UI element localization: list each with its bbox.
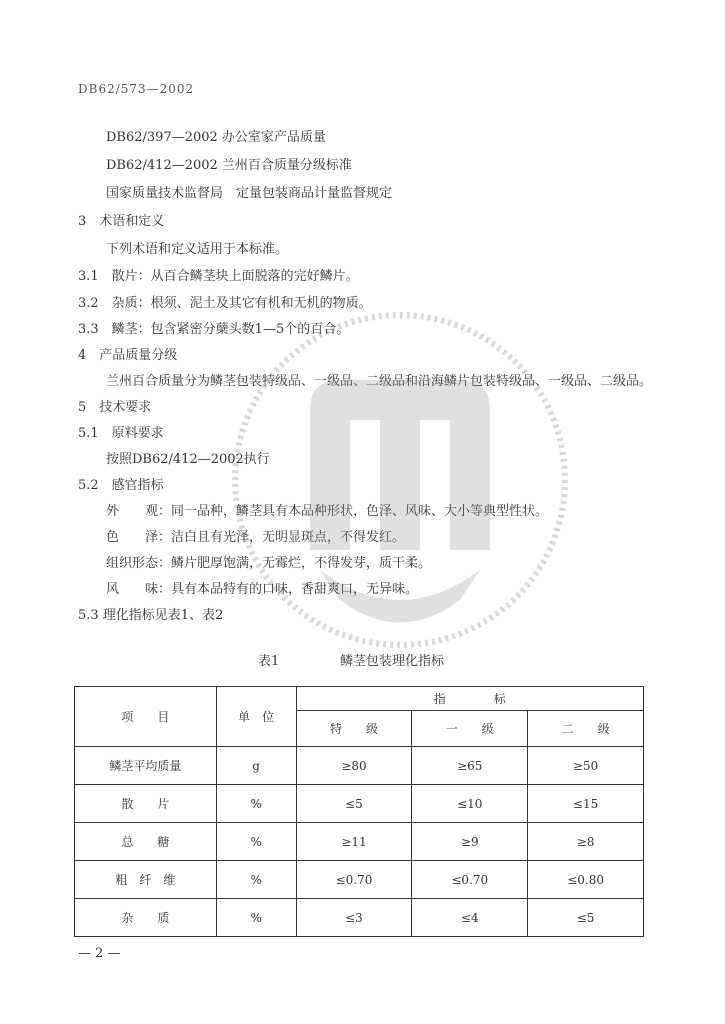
sensory-texture: 组织形态：鳞片肥厚饱满，无霉烂，不得发芽，质干柔。 <box>106 556 432 571</box>
definition-3-2: 3.2 杂质：根须、泥土及其它有机和无机的物质。 <box>78 296 372 311</box>
section-5-1-heading: 5.1 原料要求 <box>78 426 164 441</box>
reference-1: DB62/397—2002 办公室家产品质量 <box>106 130 326 145</box>
cell-value: ≥80 <box>296 747 412 785</box>
cell-value: ≤0.80 <box>528 861 644 899</box>
section-5-1-text: 按照DB62/412—2002执行 <box>106 452 270 467</box>
cell-item: 杂 质 <box>75 899 217 937</box>
header-item: 项 目 <box>75 687 217 747</box>
table-row <box>75 861 644 899</box>
section-4-heading: 4 产品质量分级 <box>78 348 178 363</box>
cell-value: ≤0.70 <box>412 861 528 899</box>
cell-value: ≥50 <box>528 747 644 785</box>
cell-item: 鳞茎平均质量 <box>75 747 217 785</box>
cell-item: 粗 纤 维 <box>75 861 217 899</box>
stamp-watermark <box>210 300 590 660</box>
cell-unit: % <box>216 823 296 861</box>
header-grade-second: 二 级 <box>528 711 644 747</box>
cell-unit: % <box>216 861 296 899</box>
definition-3-3: 3.3 鳞茎：包含紧密分蘖头数1—5个的百合。 <box>78 322 350 337</box>
cell-value: ≤10 <box>412 785 528 823</box>
cell-value: ≤0.70 <box>296 861 412 899</box>
cell-unit: % <box>216 899 296 937</box>
cell-value: ≤4 <box>412 899 528 937</box>
section-5-2-heading: 5.2 感官指标 <box>78 478 164 493</box>
cell-value: ≤5 <box>296 785 412 823</box>
header-index: 指 标 <box>296 687 643 711</box>
table-row <box>75 785 644 823</box>
cell-value: ≥8 <box>528 823 644 861</box>
section-3-heading: 3 术语和定义 <box>78 214 165 229</box>
page-number: — 2 — <box>78 946 121 961</box>
table-row <box>75 747 644 785</box>
header-grade-first: 一 级 <box>412 711 528 747</box>
cell-unit: % <box>216 785 296 823</box>
section-5-3-heading: 5.3 理化指标见表1、表2 <box>78 608 224 623</box>
section-5-heading: 5 技术要求 <box>78 400 152 415</box>
cell-value: ≥9 <box>412 823 528 861</box>
header-grade-special: 特 级 <box>296 711 412 747</box>
header-standard-code: DB62/573—2002 <box>78 82 195 96</box>
table-row <box>75 823 644 861</box>
sensory-color: 色 泽：洁白且有光泽，无明显斑点，不得发红。 <box>106 530 406 545</box>
spec-table <box>74 686 644 937</box>
cell-value: ≤5 <box>528 899 644 937</box>
header-unit: 单 位 <box>216 687 296 747</box>
table-caption-number: 表1 <box>258 654 280 669</box>
cell-unit: g <box>216 747 296 785</box>
sensory-appearance: 外 观：同一品种，鳞茎具有本品种形状，色泽、风味、大小等典型性状。 <box>106 504 549 519</box>
cell-value: ≤3 <box>296 899 412 937</box>
cell-item: 总 糖 <box>75 823 217 861</box>
sensory-flavor: 风 味：具有本品特有的口味，香甜爽口，无异味。 <box>106 582 419 597</box>
section-4-text: 兰州百合质量分为鳞茎包装特级品、一级品、二级品和沿海鳞片包装特级品、一级品、二级品。 <box>106 374 653 389</box>
table-row <box>75 899 644 937</box>
reference-2: DB62/412—2002 兰州百合质量分级标准 <box>106 158 352 173</box>
table-caption-title: 鳞茎包装理化指标 <box>340 654 445 669</box>
cell-value: ≥11 <box>296 823 412 861</box>
reference-3: 国家质量技术监督局 定量包装商品计量监督规定 <box>106 186 393 201</box>
definition-3-1: 3.1 散片：从百合鳞茎块上面脱落的完好鳞片。 <box>78 269 359 284</box>
cell-item: 散 片 <box>75 785 217 823</box>
section-3-intro: 下列术语和定义适用于本标准。 <box>106 242 289 257</box>
cell-value: ≤15 <box>528 785 644 823</box>
cell-value: ≥65 <box>412 747 528 785</box>
